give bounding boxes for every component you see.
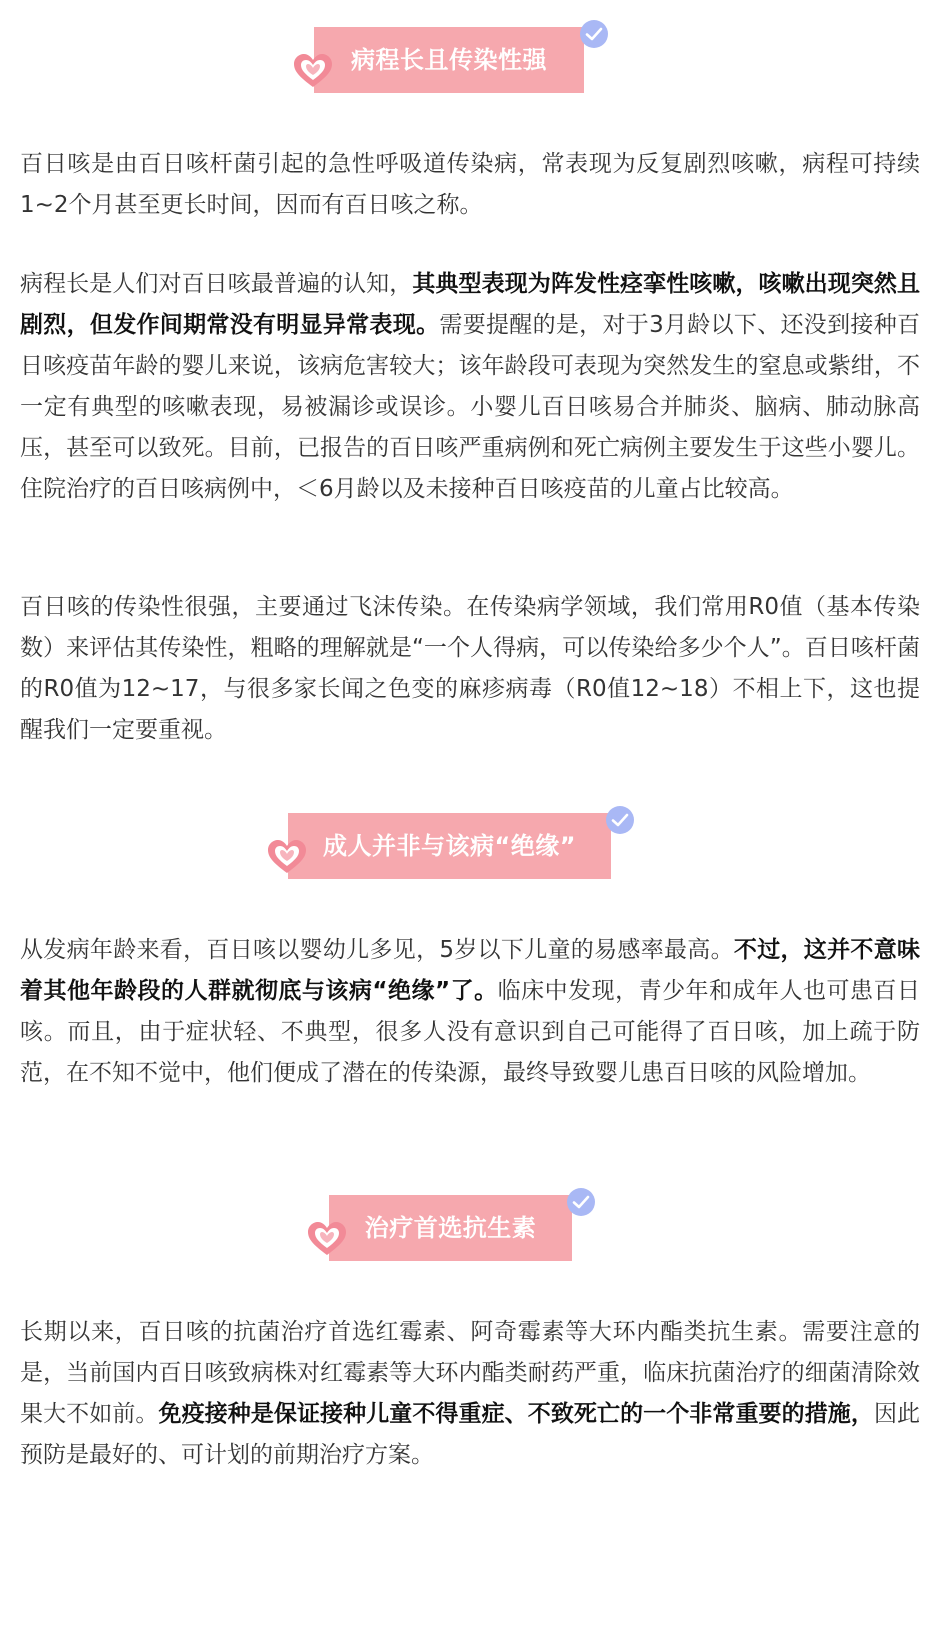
- paragraph: [20, 144, 920, 226]
- heart-icon: [306, 1219, 348, 1259]
- heart-icon: [266, 837, 308, 877]
- text-run: 需要提醒的是，对于3月龄以下、还没到接种百日咳疫苗年龄的婴儿来说，该病危害较大；该年龄段可表现为突然发生的窒息或紫绀，不一定有典型的咳嗽表现，易被漏诊或误诊。小婴儿百日咳易合并肺炎、脑病、肺动脉高压，甚至可以致死。目前，已报告的百日咳严重病例和死亡病例主要发生于这些小婴儿。住院治疗的百日咳病例中，＜6月龄以及未接种百日咳疫苗的儿童占比较高。: [20, 312, 921, 502]
- section-heading: 治疗首选抗生素: [329, 1195, 572, 1261]
- text-run: 百日咳是由百日咳杆菌引起的急性呼吸道传染病，常表现为反复剧烈咳嗽，病程可持续1~2个月甚至更长时间，因而有百日咳之称。: [20, 151, 920, 218]
- check-circle-icon: [605, 805, 635, 835]
- section-title-3: [0, 1195, 938, 1261]
- text-run: 从发病年龄来看，百日咳以婴幼儿多见，5岁以下儿童的易感率最高。: [20, 937, 734, 963]
- section-heading: 病程长且传染性强: [314, 27, 584, 93]
- heart-icon: [292, 51, 334, 91]
- text-run: 长期以来，百日咳的抗菌治疗首选红霉素、阿奇霉素等大环内酯类抗生素。需要注意的是，当前国内百日咳致病株对红霉素等大环内酯类耐药严重，临床抗菌治疗的细菌清除效果大不如前。: [20, 1319, 920, 1427]
- paragraph: [20, 587, 920, 751]
- text-run: 百日咳的传染性很强，主要通过飞沫传染。在传染病学领域，我们常用R0值（基本传染数）来评估其传染性，粗略的理解就是“一个人得病，可以传染给多少个人”。百日咳杆菌的R0值为12~17，与很多家长闻之色变的麻疹病毒（R0值12~18）不相上下，这也提醒我们一定要重视。: [20, 594, 920, 743]
- section-heading: 成人并非与该病“绝缘”: [288, 813, 611, 879]
- bold-text: 不过，这并不意味着其他年龄段的人群就彻底与该病“绝缘”了。: [20, 937, 920, 1004]
- text-run: 临床中发现，青少年和成年人也可患百日咳。而且，由于症状轻、不典型，很多人没有意识到自己可能得了百日咳，加上疏于防范，在不知不觉中，他们便成了潜在的传染源，最终导致婴儿患百日咳的风险增加。: [20, 978, 921, 1086]
- paragraph: [20, 1312, 920, 1476]
- text-run: 病程长是人们对百日咳最普遍的认知，: [20, 271, 413, 297]
- section-title-1: [0, 27, 938, 93]
- bold-text: 免疫接种是保证接种儿童不得重症、不致死亡的一个非常重要的措施，: [158, 1401, 874, 1427]
- paragraph: [20, 264, 920, 510]
- section-title-2: [0, 813, 938, 879]
- check-circle-icon: [566, 1187, 596, 1217]
- text-run: 因此预防是最好的、可计划的前期治疗方案。: [20, 1401, 921, 1468]
- check-circle-icon: [579, 19, 609, 49]
- paragraph: [20, 930, 920, 1094]
- bold-text: 其典型表现为阵发性痉挛性咳嗽，咳嗽出现突然且剧烈，但发作间期常没有明显异常表现。: [20, 271, 921, 338]
